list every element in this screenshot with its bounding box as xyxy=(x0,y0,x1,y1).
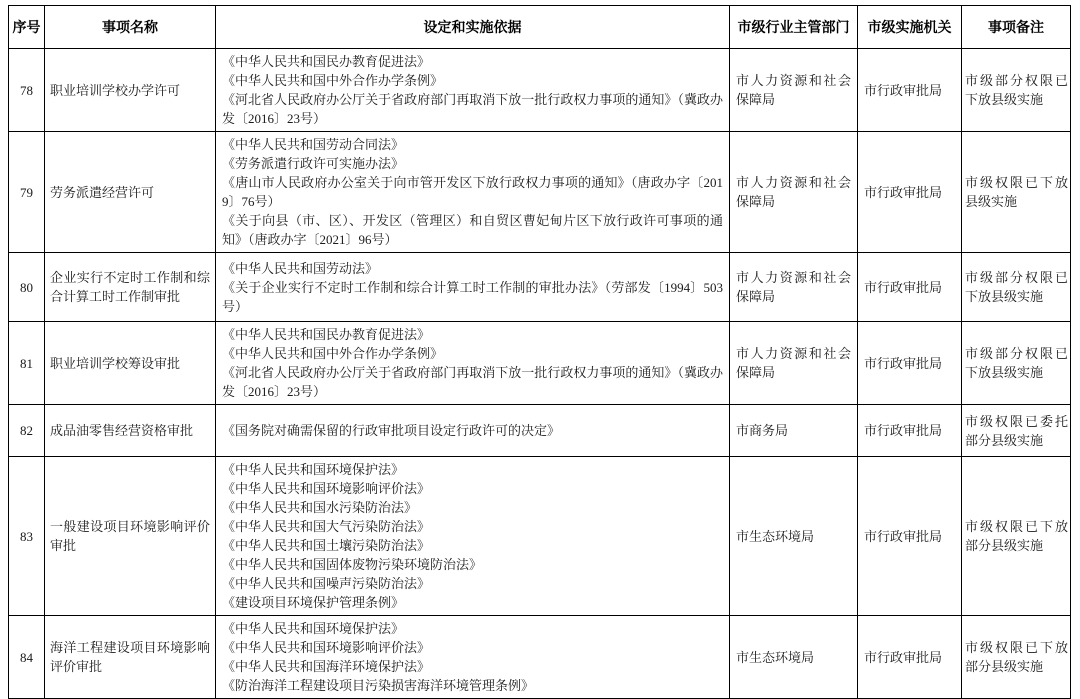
cell-implementing-agency: 市行政审批局 xyxy=(858,322,962,405)
legal-basis-line: 《中华人民共和国民办教育促进法》 xyxy=(222,327,431,342)
cell-legal-basis xyxy=(216,253,730,322)
cell-item-name: 一般建设项目环境影响评价审批 xyxy=(45,457,216,616)
cell-legal-basis xyxy=(216,322,730,405)
column-header-dept: 市级行业主管部门 xyxy=(730,6,858,49)
legal-basis-line: 《劳务派遣行政许可实施办法》 xyxy=(222,156,405,171)
legal-basis-line: 《中华人民共和国中外合作办学条例》 xyxy=(222,73,444,88)
cell-legal-basis xyxy=(216,132,730,253)
legal-basis-line: 《中华人民共和国环境保护法》 xyxy=(222,621,405,636)
cell-legal-basis xyxy=(216,405,730,457)
cell-industry-department: 市生态环境局 xyxy=(730,457,858,616)
cell-item-remark: 市级权限已下放部分县级实施 xyxy=(962,616,1071,699)
legal-basis-line: 《中华人民共和国劳动法》 xyxy=(222,260,379,276)
cell-serial-number: 79 xyxy=(9,132,45,253)
cell-item-remark: 市级部分权限已下放县级实施 xyxy=(962,253,1071,322)
cell-item-remark: 市级部分权限已下放县级实施 xyxy=(962,322,1071,405)
cell-industry-department: 市生态环境局 xyxy=(730,616,858,699)
cell-implementing-agency: 市行政审批局 xyxy=(858,616,962,699)
column-header-note: 事项备注 xyxy=(962,6,1071,49)
legal-basis-line: 《国务院对确需保留的行政审批项目设定行政许可的决定》 xyxy=(222,423,561,438)
table-row xyxy=(9,616,1071,699)
table-body xyxy=(9,49,1071,699)
cell-item-remark: 市级权限已下放县级实施 xyxy=(962,132,1071,253)
cell-item-name: 劳务派遣经营许可 xyxy=(45,132,216,253)
table-row xyxy=(9,49,1071,132)
column-header-name: 事项名称 xyxy=(45,6,216,49)
legal-basis-line: 《中华人民共和国环境保护法》 xyxy=(222,462,405,477)
legal-basis-line: 《中华人民共和国大气污染防治法》 xyxy=(222,519,431,534)
table-row xyxy=(9,253,1071,322)
legal-basis-line: 《中华人民共和国噪声污染防治法》 xyxy=(222,576,431,591)
cell-serial-number: 78 xyxy=(9,49,45,132)
cell-implementing-agency: 市行政审批局 xyxy=(858,253,962,322)
cell-implementing-agency: 市行政审批局 xyxy=(858,132,962,253)
cell-item-name: 成品油零售经营资格审批 xyxy=(45,405,216,457)
cell-serial-number: 82 xyxy=(9,405,45,457)
cell-item-name: 职业培训学校办学许可 xyxy=(45,49,216,132)
cell-item-name: 企业实行不定时工作制和综合计算工时工作制审批 xyxy=(45,253,216,322)
legal-basis-line: 《防治海洋工程建设项目污染损害海洋环境管理条例》 xyxy=(222,678,535,693)
cell-implementing-agency: 市行政审批局 xyxy=(858,457,962,616)
legal-basis-line: 《中华人民共和国固体废物污染环境防治法》 xyxy=(222,557,483,572)
column-header-no: 序号 xyxy=(9,6,45,49)
cell-industry-department: 市人力资源和社会保障局 xyxy=(730,253,858,322)
cell-legal-basis xyxy=(216,457,730,616)
legal-basis-line: 《唐山市人民政府办公室关于向市管开发区下放行政权力事项的通知》（唐政办字〔2019〕76号） xyxy=(222,175,723,209)
cell-item-name: 海洋工程建设项目环境影响评价审批 xyxy=(45,616,216,699)
table-row xyxy=(9,457,1071,616)
cell-serial-number: 84 xyxy=(9,616,45,699)
cell-serial-number: 80 xyxy=(9,253,45,322)
legal-basis-line: 《河北省人民政府办公厅关于省政府部门再取消下放一批行政权力事项的通知》（冀政办发〔2016〕23号） xyxy=(222,92,723,126)
cell-item-remark: 市级权限已委托部分县级实施 xyxy=(962,405,1071,457)
table-header xyxy=(9,6,1071,49)
legal-basis-line: 《中华人民共和国环境影响评价法》 xyxy=(222,640,431,655)
cell-industry-department: 市人力资源和社会保障局 xyxy=(730,322,858,405)
cell-implementing-agency: 市行政审批局 xyxy=(858,405,962,457)
cell-industry-department: 市商务局 xyxy=(730,405,858,457)
legal-basis-line: 《中华人民共和国环境影响评价法》 xyxy=(222,481,431,496)
table-row xyxy=(9,132,1071,253)
cell-serial-number: 81 xyxy=(9,322,45,405)
approval-items-table xyxy=(8,5,1071,699)
cell-item-name: 职业培训学校筹设审批 xyxy=(45,322,216,405)
legal-basis-line: 《关于向县（市、区）、开发区（管理区）和自贸区曹妃甸片区下放行政许可事项的通知》（唐政办字〔2021〕96号） xyxy=(222,213,723,247)
cell-industry-department: 市人力资源和社会保障局 xyxy=(730,49,858,132)
table-row xyxy=(9,405,1071,457)
legal-basis-line: 《中华人民共和国民办教育促进法》 xyxy=(222,54,431,69)
legal-basis-line: 《关于企业实行不定时工作制和综合计算工时工作制的审批办法》（劳部发〔1994〕503号） xyxy=(222,279,723,314)
cell-implementing-agency: 市行政审批局 xyxy=(858,49,962,132)
legal-basis-line: 《河北省人民政府办公厅关于省政府部门再取消下放一批行政权力事项的通知》（冀政办发〔2016〕23号） xyxy=(222,365,723,399)
legal-basis-line: 《中华人民共和国中外合作办学条例》 xyxy=(222,346,444,361)
legal-basis-line: 《中华人民共和国土壤污染防治法》 xyxy=(222,538,431,553)
legal-basis-line: 《中华人民共和国劳动合同法》 xyxy=(222,137,405,152)
legal-basis-line: 《建设项目环境保护管理条例》 xyxy=(222,595,405,610)
header-row xyxy=(9,6,1071,49)
legal-basis-line: 《中华人民共和国海洋环境保护法》 xyxy=(222,659,431,674)
cell-serial-number: 83 xyxy=(9,457,45,616)
cell-legal-basis xyxy=(216,49,730,132)
cell-legal-basis xyxy=(216,616,730,699)
cell-item-remark: 市级权限已下放部分县级实施 xyxy=(962,457,1071,616)
legal-basis-line: 《中华人民共和国水污染防治法》 xyxy=(222,500,418,515)
cell-item-remark: 市级部分权限已下放县级实施 xyxy=(962,49,1071,132)
table-row xyxy=(9,322,1071,405)
column-header-agency: 市级实施机关 xyxy=(858,6,962,49)
column-header-basis: 设定和实施依据 xyxy=(216,6,730,49)
cell-industry-department: 市人力资源和社会保障局 xyxy=(730,132,858,253)
